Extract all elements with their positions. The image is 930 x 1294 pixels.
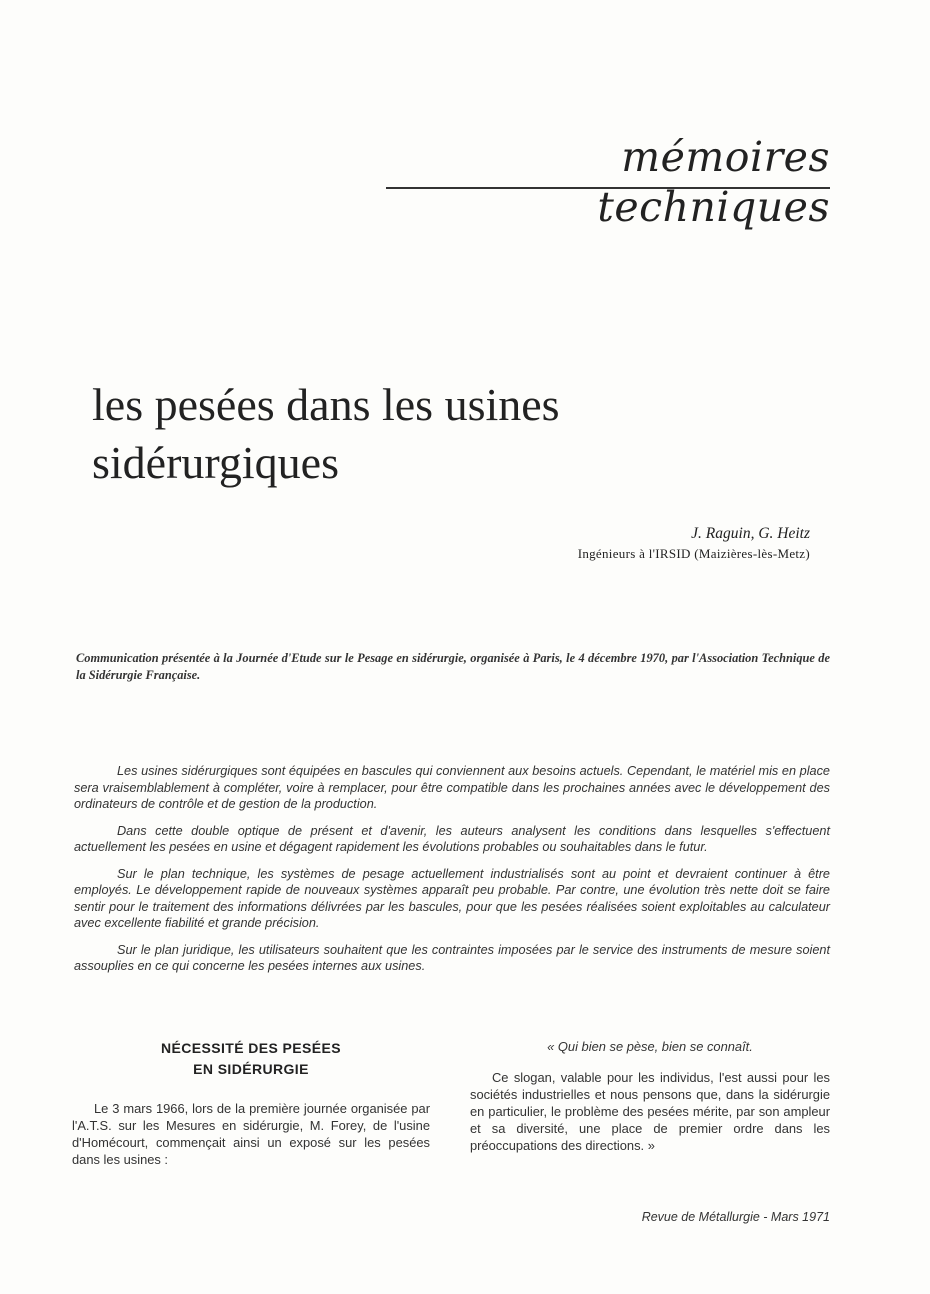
authors: J. Raguin, G. Heitz [691, 525, 810, 542]
body-paragraph: Le 3 mars 1966, lors de la première journée organisée par l'A.T.S. sur les Mesures en sidérurgie, M. Forey, de l'usine d'Homécourt, commençait ainsi un exposé sur les pesées dans les usines : [72, 1101, 430, 1167]
section-heading-line-2: EN SIDÉRURGIE [193, 1061, 309, 1077]
quote-paragraph: Ce slogan, valable pour les individus, l'est aussi pour les sociétés industrielles et nous pensons que, dans la sidérurgie en particulier, le problème des pesées mérite, par son ampleur et sa diversité, une place de premier ordre dans les préoccupations des directions. » [470, 1070, 830, 1153]
abstract-paragraph-4: Sur le plan juridique, les utilisateurs souhaitent que les contraintes imposées par le service des instruments de mesure soient assouplies en ce qui concerne les pesées internes aux usines. [74, 942, 830, 973]
article-title [92, 376, 852, 492]
right-column [470, 1038, 830, 1154]
section-header: mémoires techniques [597, 133, 830, 231]
presentation-note: Communication présentée à la Journée d'Etude sur le Pesage en sidérurgie, organisée à Paris, le 4 décembre 1970, par l'Association Technique de la Sidérurgie Française. [76, 651, 830, 682]
page-footer: Revue de Métallurgie - Mars 1971 [641, 1210, 830, 1224]
article-title-line-2: sidérurgiques [92, 437, 340, 488]
section-header-rule [386, 187, 830, 189]
abstract-paragraph-3: Sur le plan technique, les systèmes de pesage actuellement industrialisés sont au point et devraient continuer à être employés. Le développement rapide de nouveaux systèmes apparaît peu probable. Par contre, une évolution très nette doit se faire sentir pour le traitement des informations délivrées par les bascules, pour que les pesées réalisées soient exploitables au calculateur avec excellente fiabilité et grande précision. [74, 866, 830, 930]
left-column [72, 1038, 430, 1168]
abstract-paragraph-2: Dans cette double optique de présent et d'avenir, les auteurs analysent les conditions dans lesquelles s'effectuent actuellement les pesées en usine et dégagent rapidement les évolutions probables ou souhaitables dans le futur. [74, 823, 830, 854]
abstract [74, 763, 830, 985]
affiliation: Ingénieurs à l'IRSID (Maizières-lès-Metz) [577, 546, 810, 561]
abstract-paragraph-1: Les usines sidérurgiques sont équipées en bascules qui conviennent aux besoins actuels. Cependant, le matériel mis en place sera vraisemblablement à compléter, voire à remplacer, pour être compatible dans les prochaines années avec le développement des ordinateurs de contrôle et de gestion de la production. [74, 764, 830, 811]
section-heading-line-1: NÉCESSITÉ DES PESÉES [161, 1040, 341, 1056]
section-heading [72, 1038, 430, 1080]
article-title-line-1: les pesées dans les usines [92, 379, 560, 430]
quote-line: « Qui bien se pèse, bien se connaît. [547, 1039, 753, 1054]
